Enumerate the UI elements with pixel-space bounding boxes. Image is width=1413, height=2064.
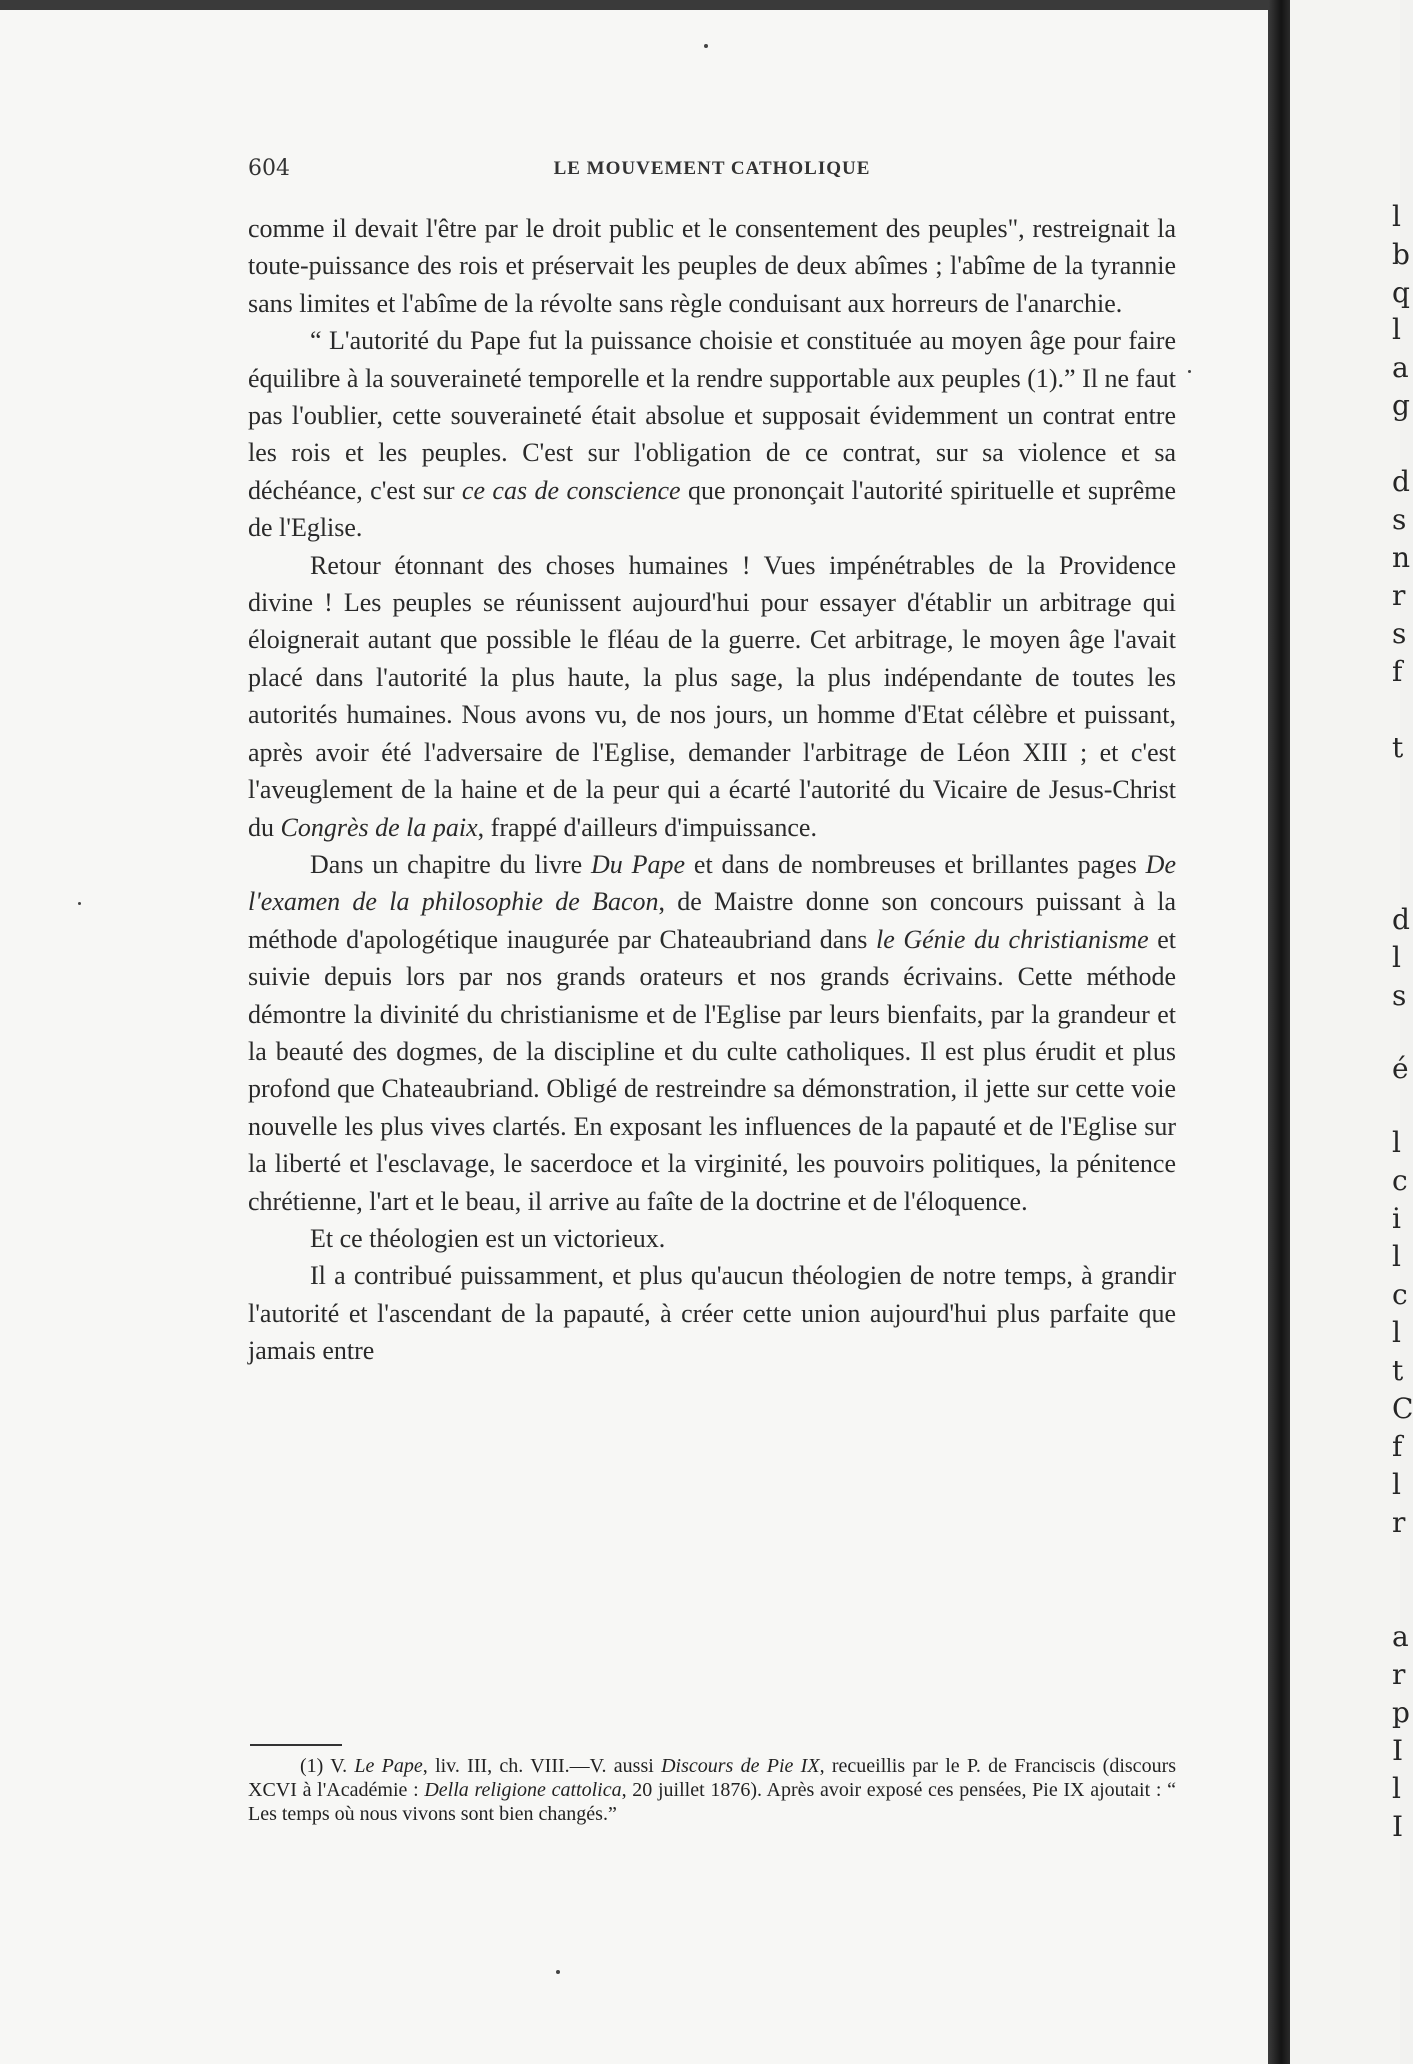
adjacent-letter: p <box>1392 1696 1410 1729</box>
page-number: 604 <box>248 156 290 181</box>
adjacent-letter: C <box>1392 1392 1413 1425</box>
book-gutter <box>1268 0 1290 2064</box>
scan-speck <box>704 44 708 48</box>
adjacent-letter: t <box>1392 731 1404 764</box>
adjacent-letter: i <box>1392 1202 1401 1235</box>
adjacent-page-edge <box>1290 0 1413 2064</box>
adjacent-letter: c <box>1392 1278 1408 1311</box>
scan-speck <box>1188 370 1191 373</box>
adjacent-letter: r <box>1392 1658 1406 1691</box>
adjacent-letter: l <box>1392 1468 1401 1501</box>
body-text <box>248 210 1176 1370</box>
italic-phrase: Discours de Pie IX <box>661 1755 820 1777</box>
adjacent-letter: s <box>1392 503 1407 536</box>
adjacent-letter: r <box>1392 579 1406 612</box>
footnote: (1) V. Le Pape, liv. III, ch. VIII.—V. aussi Discours de Pie IX, recueillis par le P. de Franciscis (discours XCVI à l'Académie : Della religione cattolica, 20 juillet 1876). Après avoir exposé ces pensées, Pie IX ajoutait : “ Les temps où nous vivons sont bien changés.” <box>248 1755 1177 1825</box>
adjacent-letter: l <box>1392 200 1401 233</box>
adjacent-letter: s <box>1392 617 1407 650</box>
footnote-divider <box>250 1744 342 1746</box>
adjacent-letter: l <box>1392 1316 1401 1349</box>
adjacent-letter: l <box>1392 313 1401 346</box>
adjacent-letter: l <box>1392 941 1401 974</box>
adjacent-letter: q <box>1392 276 1410 309</box>
italic-phrase: Congrès de la paix <box>280 812 478 842</box>
adjacent-letter: I <box>1392 1734 1404 1767</box>
adjacent-letter: g <box>1392 389 1410 422</box>
adjacent-letter: é <box>1392 1052 1409 1085</box>
adjacent-letter: I <box>1392 1810 1404 1843</box>
paragraph: Il a contribué puissamment, et plus qu'aucun théologien de notre temps, à grandir l'autorité et l'ascendant de la papauté, à créer cette union aujourd'hui plus parfaite que jamais entre <box>248 1261 1176 1366</box>
adjacent-letter: d <box>1392 903 1410 936</box>
scan-top-edge <box>0 0 1400 10</box>
running-title: LE MOUVEMENT CATHOLIQUE <box>553 158 871 179</box>
italic-phrase: Della religione cattolica <box>424 1779 622 1801</box>
paragraph: comme il devait l'être par le droit public et le consentement des peuples", restreignait la toute-puissance des rois et préservait les peuples de deux abîmes ; l'abîme de la tyrannie sans limites et l'abîme de la révolte sans règle conduisant aux horreurs de l'anarchie. <box>248 214 1176 318</box>
italic-phrase: ce cas de conscience <box>461 475 681 505</box>
adjacent-letter: l <box>1392 1126 1401 1159</box>
paragraph: Retour étonnant des choses humaines ! Vues impénétrables de la Providence divine ! Les peuples se réunissent aujourd'hui pour essayer d'établir un arbitrage qui éloignerait autant que possible le fléau de la guerre. Cet arbitrage, le moyen âge l'avait placé dans l'autorité la plus haute, la plus sage, la plus indépendante de toutes les autorités humaines. Nous avons vu, de nos jours, un homme d'Etat célèbre et puissant, après avoir été l'adversaire de l'Eglise, demander l'arbitrage de Léon XIII ; et c'est l'aveuglement de la haine et de la peur qui a écarté l'autorité du Vicaire de Jesus-Christ du Congrès de la paix, frappé d'ailleurs d'impuissance. <box>248 550 1176 842</box>
adjacent-letter: a <box>1392 1620 1409 1653</box>
adjacent-letter: b <box>1392 238 1410 271</box>
italic-phrase: Le Pape <box>354 1755 423 1777</box>
adjacent-letter: n <box>1392 541 1411 574</box>
italic-phrase: le Génie du christianisme <box>875 924 1149 954</box>
adjacent-letter: c <box>1392 1164 1408 1197</box>
adjacent-letter: s <box>1392 979 1407 1012</box>
adjacent-letter: a <box>1392 351 1409 384</box>
adjacent-letter: f <box>1392 1430 1403 1463</box>
adjacent-letter: r <box>1392 1506 1406 1539</box>
paragraph: “ L'autorité du Pape fut la puissance choisie et constituée au moyen âge pour faire équilibre à la souveraineté temporelle et la rendre supportable aux peuples (1).” Il ne faut pas l'oublier, cette souveraineté était absolue et supposait évidemment un contrat entre les rois et les peuples. C'est sur l'obligation de ce contrat, sur sa violence et sa déchéance, c'est sur ce cas de conscience que prononçait l'autorité spirituelle et suprême de l'Eglise. <box>248 326 1176 543</box>
adjacent-letter: l <box>1392 1772 1401 1805</box>
adjacent-letter: f <box>1392 655 1403 688</box>
adjacent-letter: l <box>1392 1240 1401 1273</box>
italic-phrase: Du Pape <box>591 849 686 879</box>
adjacent-letter: t <box>1392 1354 1404 1387</box>
scan-speck <box>556 1970 560 1974</box>
adjacent-letter: d <box>1392 465 1410 498</box>
page-header <box>248 156 1176 186</box>
paragraph: Et ce théologien est un victorieux. <box>310 1223 666 1253</box>
scan-speck <box>78 902 81 905</box>
italic-phrase: De l'examen de la philosophie de Bacon <box>248 849 1176 917</box>
paragraph: Dans un chapitre du livre Du Pape et dans de nombreuses et brillantes pages De l'examen de la philosophie de Bacon, de Maistre donne son concours puissant à la méthode d'apologétique inaugurée par Chateaubriand dans le Génie du christianisme et suivie depuis lors par nos grands orateurs et nos grands écrivains. Cette méthode démontre la divinité du christianisme et de l'Eglise par leurs bienfaits, par la grandeur et la beauté des dogmes, de la discipline et du culte catholiques. Il est plus érudit et plus profond que Chateaubriand. Obligé de restreindre sa démonstration, il jette sur cette voie nouvelle les plus vives clartés. En exposant les influences de la papauté et de l'Eglise sur la liberté et l'esclavage, le sacerdoce et la virginité, les pouvoirs politiques, la pénitence chrétienne, l'art et le beau, il arrive au faîte de la doctrine et de l'éloquence. <box>248 849 1177 1216</box>
